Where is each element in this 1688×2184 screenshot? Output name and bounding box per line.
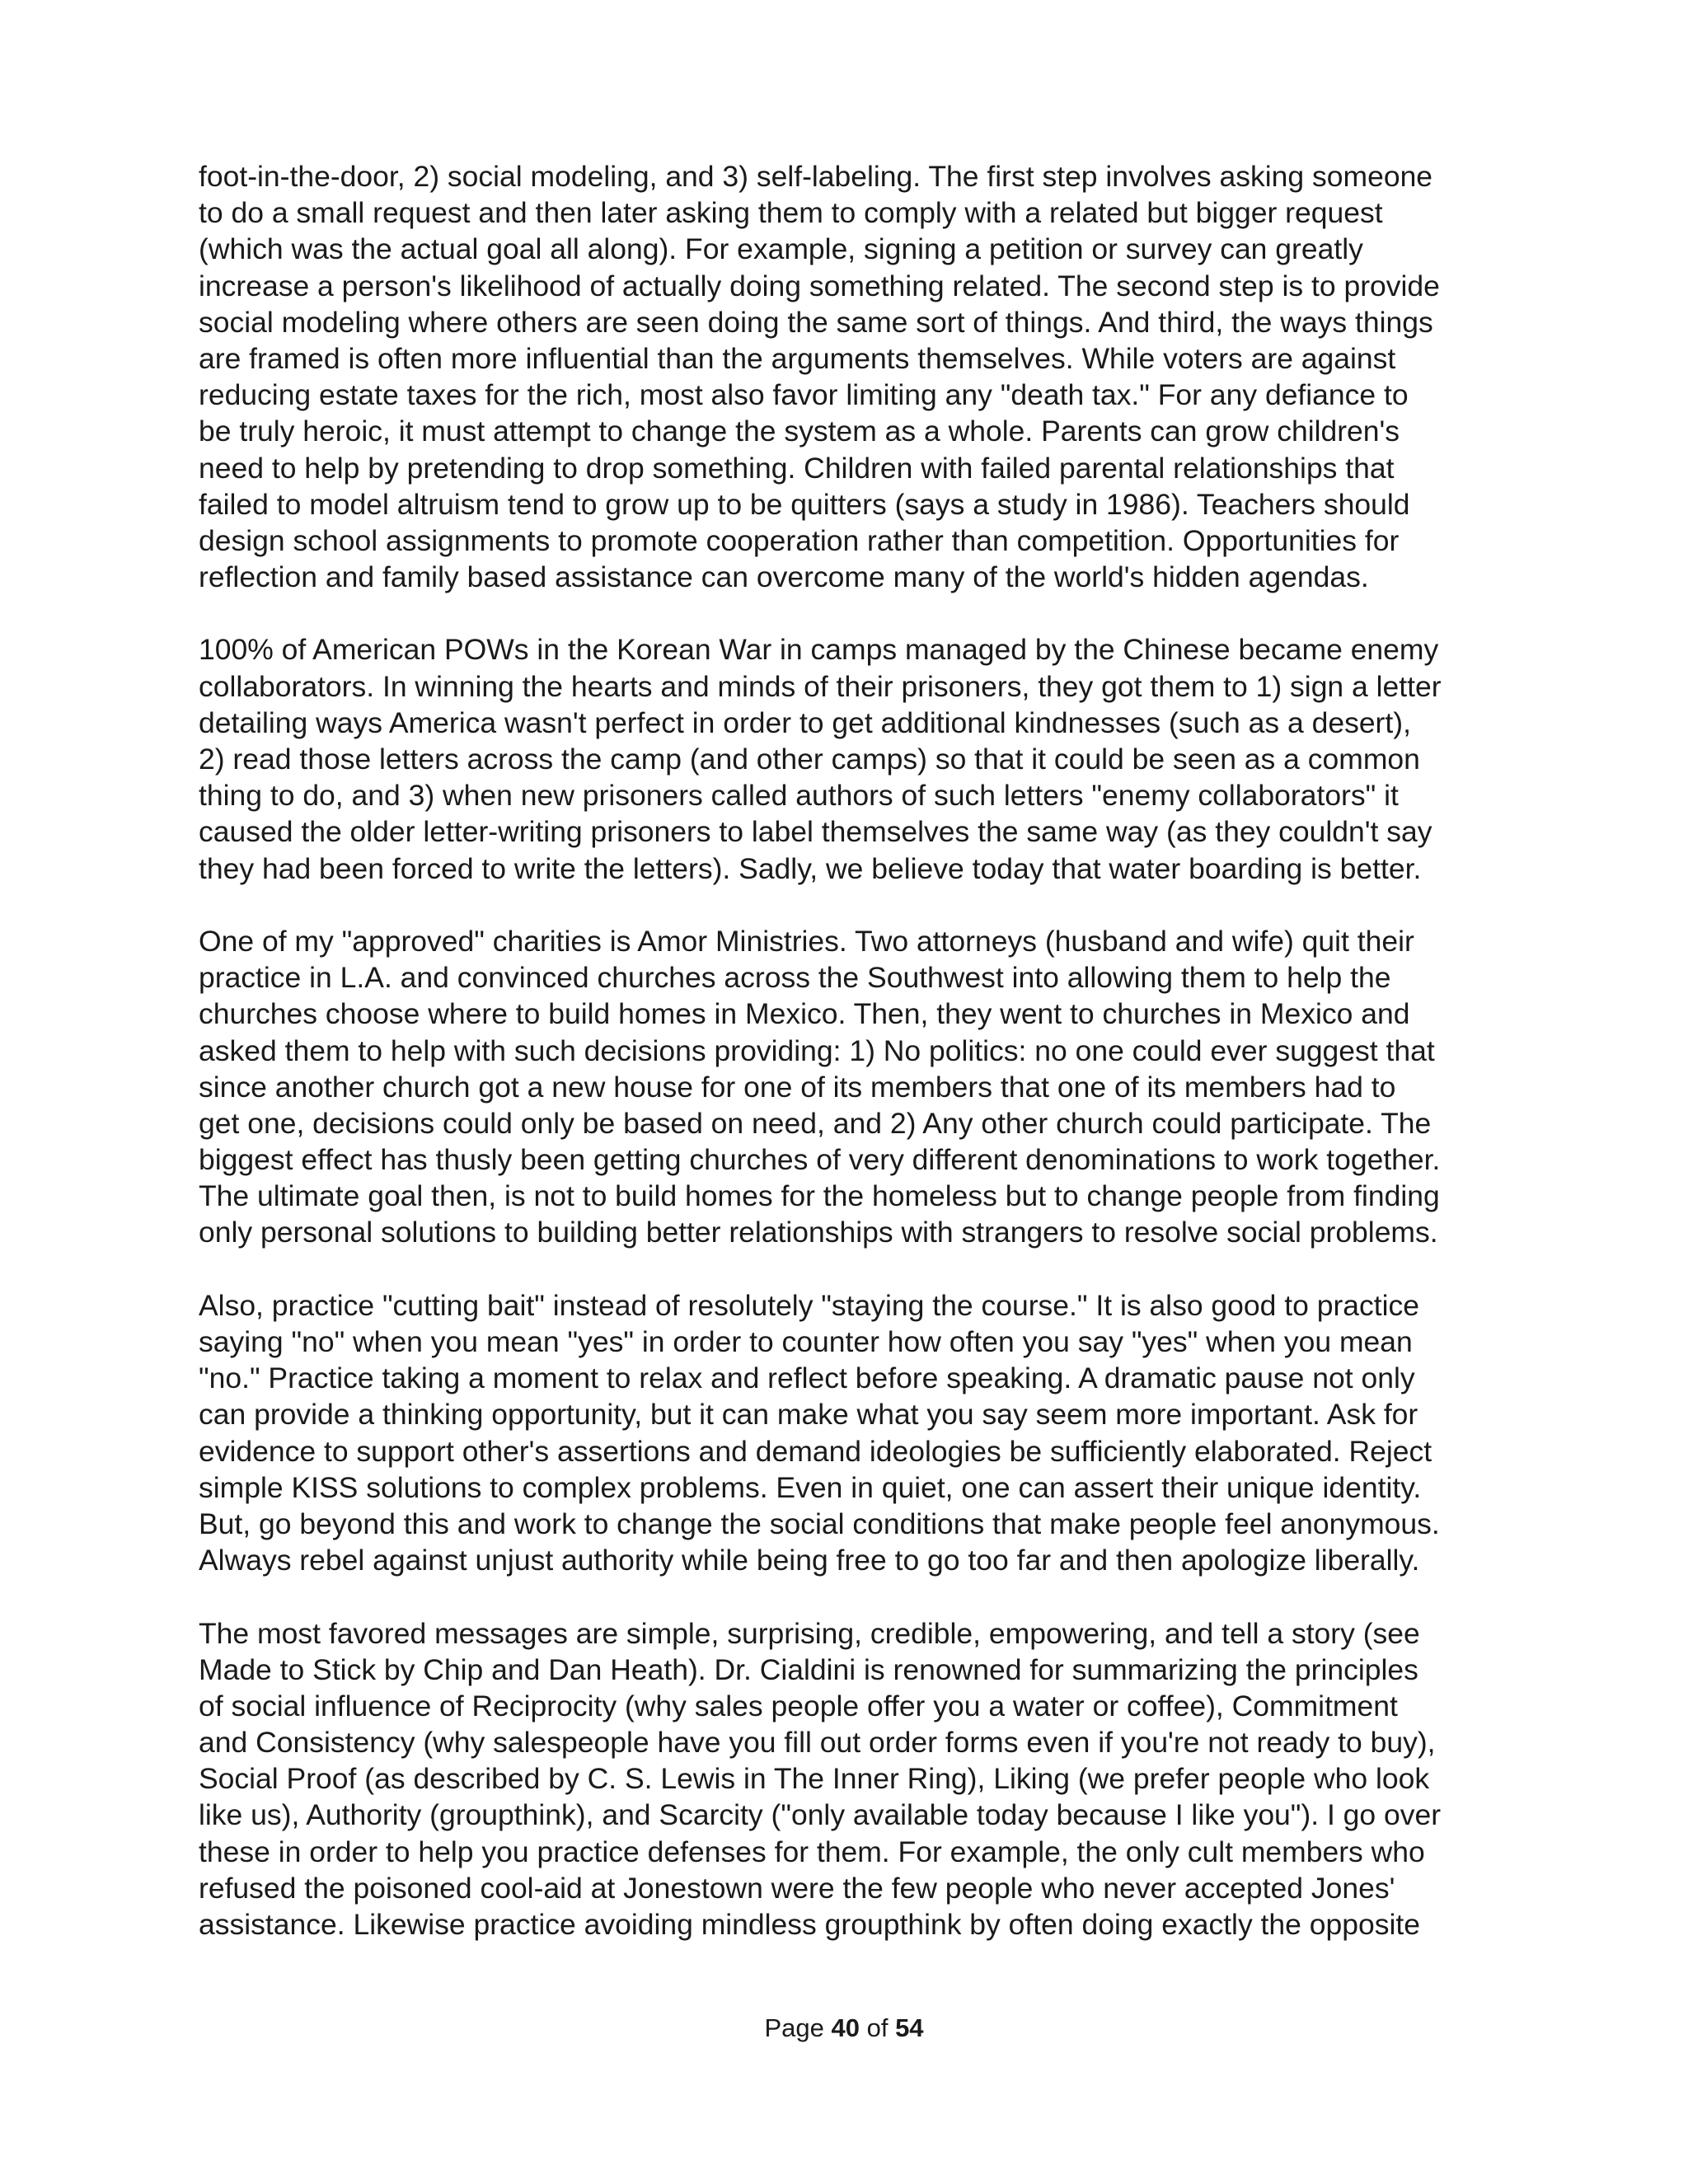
- text-line: practice in L.A. and convinced churches across the Southwest into allowing them to help the: [199, 961, 1391, 995]
- text-line: asked them to help with such decisions providing: 1) No politics: no one could ever suggest that: [199, 1033, 1435, 1067]
- text-line: The ultimate goal then, is not to build homes for the homeless but to change people from finding: [199, 1179, 1440, 1213]
- text-line: get one, decisions could only be based on need, and 2) Any other church could participate. The: [199, 1106, 1432, 1140]
- text-line: assistance. Likewise practice avoiding mindless groupthink by often doing exactly the opposite: [199, 1908, 1420, 1941]
- text-line: design school assignments to promote cooperation rather than competition. Opportunities for: [199, 523, 1400, 557]
- text-line: reducing estate taxes for the rich, most also favor limiting any "death tax." For any defiance to: [199, 378, 1409, 412]
- of-label: of: [866, 2013, 889, 2042]
- text-line: can provide a thinking opportunity, but it can make what you say seem more important. Ask for: [199, 1398, 1418, 1432]
- text-line: Always rebel against unjust authority while being free to go too far and then apologize liberally.: [199, 1544, 1420, 1577]
- text-line: only personal solutions to building better relationships with strangers to resolve social problems.: [199, 1216, 1438, 1249]
- text-line: these in order to help you practice defenses for them. For example, the only cult members who: [199, 1835, 1425, 1868]
- text-line: social modeling where others are seen doing the same sort of things. And third, the ways things: [199, 305, 1433, 339]
- text-line: failed to model altruism tend to grow up to be quitters (says a study in 1986). Teachers should: [199, 487, 1410, 521]
- page-label: Page: [764, 2013, 824, 2042]
- text-line: caused the older letter-writing prisoners to label themselves the same way (as they couldn't say: [199, 815, 1432, 849]
- text-line: Made to Stick by Chip and Dan Heath). Dr. Cialdini is renowned for summarizing the principles: [199, 1652, 1418, 1686]
- text-line: to do a small request and then later asking them to comply with a related but bigger request: [199, 196, 1383, 230]
- text-line: saying "no" when you mean "yes" in order to counter how often you say "yes" when you mean: [199, 1325, 1413, 1358]
- text-line: biggest effect has thusly been getting churches of very different denominations to work together.: [199, 1143, 1441, 1177]
- paragraph: [199, 1287, 1534, 1579]
- text-line: they had been forced to write the letters). Sadly, we believe today that water boarding is better.: [199, 851, 1422, 885]
- text-line: detailing ways America wasn't perfect in order to get additional kindnesses (such as a desert),: [199, 705, 1411, 739]
- text-line: simple KISS solutions to complex problems. Even in quiet, one can assert their unique identity.: [199, 1470, 1422, 1504]
- text-line: be truly heroic, it must attempt to change the system as a whole. Parents can grow children's: [199, 415, 1400, 448]
- text-line: collaborators. In winning the hearts and minds of their prisoners, they got them to 1) sign a letter: [199, 669, 1442, 703]
- paragraph: [199, 158, 1534, 595]
- text-line: The most favored messages are simple, surprising, credible, empowering, and tell a story (see: [199, 1616, 1420, 1650]
- text-line: of social influence of Reciprocity (why sales people offer you a water or coffee), Commitment: [199, 1689, 1398, 1722]
- paragraph: [199, 923, 1534, 1251]
- text-line: reflection and family based assistance can overcome many of the world's hidden agendas.: [199, 560, 1369, 594]
- text-line: and Consistency (why salespeople have you fill out order forms even if you're not ready to buy),: [199, 1726, 1436, 1760]
- text-line: thing to do, and 3) when new prisoners called authors of such letters "enemy collaborators" it: [199, 779, 1399, 813]
- page-footer: [0, 2012, 1688, 2045]
- text-line: increase a person's likelihood of actually doing something related. The second step is to provide: [199, 269, 1440, 302]
- text-line: (which was the actual goal all along). For example, signing a petition or survey can greatly: [199, 232, 1363, 266]
- text-line: 2) read those letters across the camp (and other camps) so that it could be seen as a common: [199, 743, 1420, 776]
- text-line: One of my "approved" charities is Amor Ministries. Two attorneys (husband and wife) quit their: [199, 924, 1414, 958]
- body-text: [199, 158, 1534, 1943]
- text-line: But, go beyond this and work to change the social conditions that make people feel anonymous.: [199, 1507, 1440, 1540]
- text-line: refused the poisoned cool-aid at Jonestown were the few people who never accepted Jones': [199, 1871, 1395, 1905]
- current-page-number: 40: [831, 2013, 860, 2042]
- paragraph: [199, 631, 1534, 886]
- text-line: "no." Practice taking a moment to relax and reflect before speaking. A dramatic pause not only: [199, 1361, 1415, 1395]
- text-line: are framed is often more influential than the arguments themselves. While voters are against: [199, 341, 1396, 375]
- text-line: since another church got a new house for one of its members that one of its members had to: [199, 1070, 1396, 1104]
- text-line: Social Proof (as described by C. S. Lewis in The Inner Ring), Liking (we prefer people who look: [199, 1762, 1430, 1796]
- paragraph: [199, 1615, 1534, 1943]
- text-line: need to help by pretending to drop something. Children with failed parental relationships that: [199, 451, 1395, 485]
- text-line: like us), Authority (groupthink), and Scarcity ("only available today because I like you"). I go over: [199, 1798, 1442, 1832]
- text-line: evidence to support other's assertions and demand ideologies be sufficiently elaborated. Reject: [199, 1434, 1432, 1468]
- text-line: 100% of American POWs in the Korean War in camps managed by the Chinese became enemy: [199, 633, 1439, 667]
- text-line: foot-in-the-door, 2) social modeling, and 3) self-labeling. The first step involves asking someone: [199, 160, 1433, 193]
- text-line: Also, practice "cutting bait" instead of resolutely "staying the course." It is also good to practice: [199, 1288, 1420, 1322]
- text-line: churches choose where to build homes in Mexico. Then, they went to churches in Mexico and: [199, 997, 1410, 1031]
- total-pages-number: 54: [895, 2013, 924, 2042]
